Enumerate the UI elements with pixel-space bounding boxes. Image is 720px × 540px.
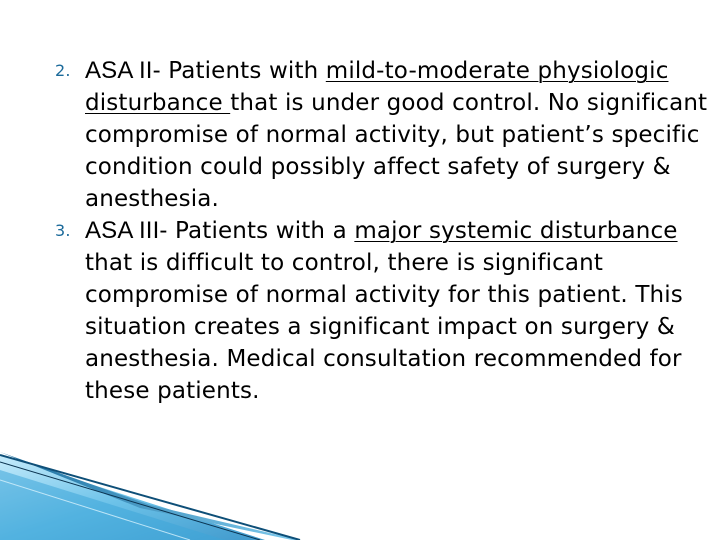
item-label: ASA III- — [85, 217, 168, 244]
numbered-list — [55, 55, 715, 407]
item-number: 3. — [55, 221, 71, 240]
item-lead-text: Patients with — [160, 58, 326, 84]
item-number: 2. — [55, 61, 71, 80]
item-lead-text: Patients with a — [167, 218, 355, 244]
item-label: ASA II- — [85, 57, 161, 84]
list-item-asa-2 — [55, 55, 715, 215]
item-body-text: that is under good control. No significant compromise of normal activity, but patient’s specific condition could possibly affect safety of surgery & anesthesia. — [85, 90, 708, 212]
item-underlined-text: mild-to-moderate physiologic disturbance — [85, 58, 669, 116]
item-underlined-text: major systemic disturbance — [354, 218, 678, 244]
list-item-asa-3 — [55, 215, 715, 407]
item-body-text: that is difficult to control, there is significant compromise of normal activity for this patient. This situation creates a significant impact on surgery & anesthesia. Medical consultation recommended for these patients. — [85, 250, 683, 404]
corner-wedge-mid — [0, 470, 225, 540]
